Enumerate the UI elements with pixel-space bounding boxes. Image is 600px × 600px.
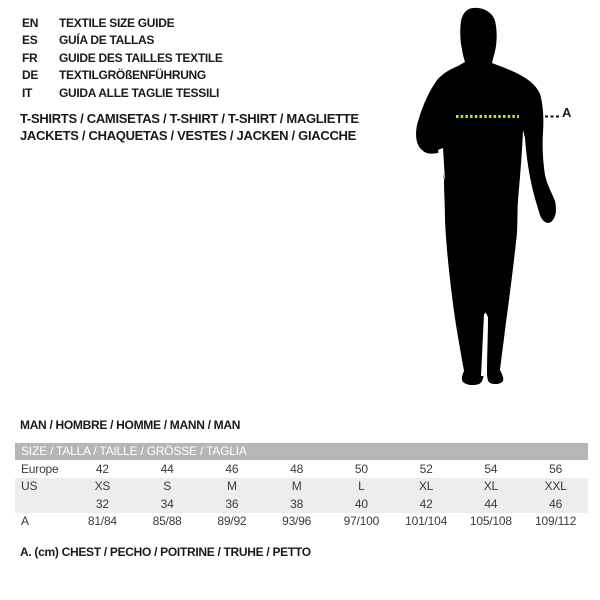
size-cell: 52 — [419, 461, 433, 476]
language-row — [22, 67, 223, 84]
language-code: EN — [22, 16, 39, 30]
size-cell: 101/104 — [405, 514, 448, 529]
size-cell: L — [358, 479, 365, 494]
size-cell: M — [291, 479, 302, 494]
size-cell: 54 — [484, 461, 498, 476]
size-row-label: Europe — [21, 461, 59, 476]
measurement-note: A. (cm) CHEST / PECHO / POITRINE / TRUHE / PETTO — [20, 545, 311, 559]
language-title: GUÍA DE TALLAS — [59, 33, 155, 48]
size-row-label: US — [21, 479, 38, 494]
size-cell: 50 — [354, 461, 368, 476]
size-cell: M — [226, 479, 237, 494]
size-cell: 44 — [160, 461, 174, 476]
size-cell: 89/92 — [217, 514, 247, 529]
language-code: DE — [22, 68, 39, 83]
size-cell: 48 — [290, 461, 304, 476]
size-cell: 42 — [419, 496, 433, 511]
size-cell: 81/84 — [87, 514, 117, 529]
size-cell: 32 — [95, 496, 109, 511]
size-table-row — [15, 478, 588, 496]
language-row — [22, 50, 223, 67]
size-cell: XL — [483, 479, 499, 494]
category-line: JACKETS / CHAQUETAS / VESTES / JACKEN / GIACCHE — [20, 127, 356, 143]
size-table-row — [15, 495, 588, 513]
gender-label: MAN / HOMBRE / HOMME / MANN / MAN — [20, 418, 241, 432]
size-cell: XL — [418, 479, 434, 494]
size-cell: 93/96 — [282, 514, 312, 529]
size-table-row — [15, 513, 588, 531]
category-list — [20, 111, 359, 144]
size-cell: 34 — [160, 496, 174, 511]
size-cell: 42 — [95, 461, 109, 476]
size-cell: 40 — [354, 496, 368, 511]
size-cell: XS — [94, 479, 111, 494]
language-code: IT — [22, 85, 33, 100]
language-title: GUIDA ALLE TAGLIE TESSILI — [59, 85, 220, 100]
size-cell: 44 — [484, 496, 498, 511]
language-row — [22, 15, 223, 32]
language-title: TEXTILE SIZE GUIDE — [59, 16, 175, 30]
size-cell: 38 — [290, 496, 304, 511]
size-cell: XXL — [544, 479, 567, 494]
size-cell: 105/108 — [469, 514, 512, 529]
size-row-label — [15, 495, 70, 513]
measure-a-label: A — [562, 105, 572, 120]
size-cell: 36 — [225, 496, 239, 511]
size-table — [15, 443, 588, 530]
size-table-row — [15, 460, 588, 478]
size-cell: 85/88 — [152, 514, 182, 529]
language-title: TEXTILGRÖßENFÜHRUNG — [59, 68, 206, 83]
category-line: T-SHIRTS / CAMISETAS / T-SHIRT / T-SHIRT / MAGLIETTE — [20, 111, 359, 126]
size-row-label: A — [21, 514, 29, 529]
size-cell: 46 — [225, 461, 239, 476]
size-cell: S — [163, 479, 172, 494]
language-code: FR — [22, 50, 38, 65]
language-list — [22, 15, 223, 102]
language-title: GUIDE DES TAILLES TEXTILE — [59, 50, 223, 65]
size-cell: 109/112 — [535, 514, 577, 529]
language-row — [22, 32, 223, 49]
size-cell: 46 — [549, 496, 563, 511]
size-cell: 97/100 — [343, 514, 380, 529]
language-row — [22, 85, 223, 102]
size-cell: 56 — [549, 461, 563, 476]
size-table-header: SIZE / TALLA / TAILLE / GRÖSSE / TAGLIA — [15, 443, 588, 460]
size-table-grid — [15, 460, 588, 530]
language-code: ES — [22, 33, 38, 48]
man-silhouette-figure — [408, 4, 568, 396]
